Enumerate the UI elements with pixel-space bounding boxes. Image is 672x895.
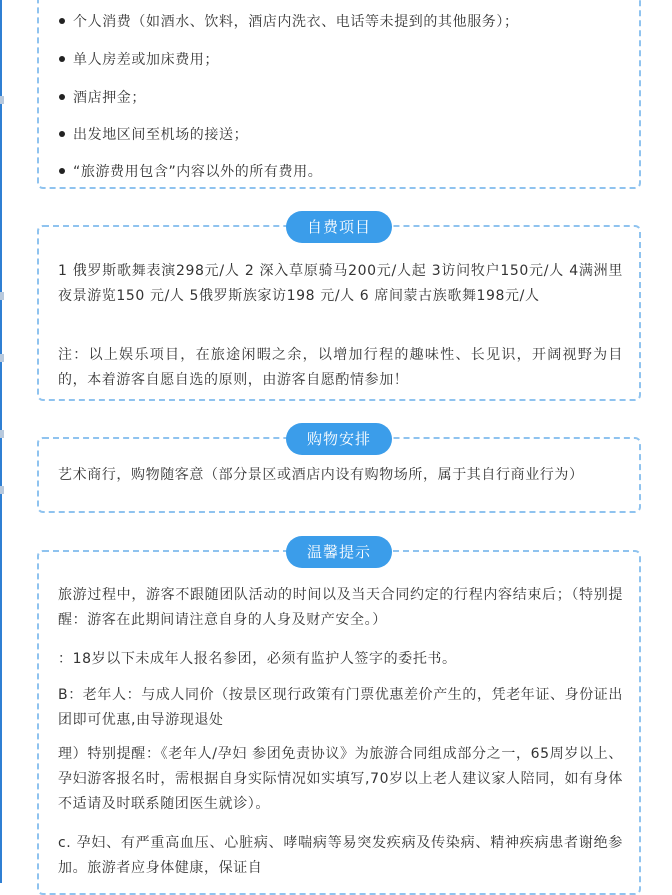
tips-paragraph: 理）特别提醒：《老年人/孕妇 参团免责协议》为旅游合同组成部分之一，65周岁以上、孕妇游客报名时，需根据自身实际情况如实填写,70岁以上老人建议家人陪同，如有身体不适请及时联系随团医生就诊）。 — [58, 746, 623, 812]
page-edge-mark — [0, 96, 4, 104]
bullet-icon — [59, 56, 65, 62]
list-item: 个人消费（如酒水、饮料，酒店内洗衣、电话等未提到的其他服务）； — [59, 12, 519, 32]
tips-paragraph: B：老年人：与成人同价（按景区现行政策有门票优惠差价产生的，凭老年证、身份证出团即可优惠,由导游现退处 — [58, 687, 624, 728]
list-item: “旅游费用包含”内容以外的所有费用。 — [59, 162, 322, 182]
bullet-icon — [59, 131, 65, 137]
bullet-icon — [59, 168, 65, 174]
tips-paragraph: ：18岁以下未成年人报名参团，必须有监护人签字的委托书。 — [58, 651, 457, 667]
tips-box — [37, 543, 641, 895]
section-title-tips: 温馨提示 — [286, 536, 392, 568]
page-edge-mark — [0, 354, 4, 362]
section-title-shopping: 购物安排 — [286, 423, 392, 455]
shopping-box — [37, 430, 641, 513]
page-edge-mark — [0, 292, 4, 300]
page-edge-mark — [0, 486, 4, 494]
optional-note: 注：以上娱乐项目，在旅途闲暇之余，以增加行程的趣味性、长见识，开阔视野为目的，本着游客自愿自选的原则，由游客自愿酌情参加！ — [58, 347, 623, 388]
exclusions-box — [37, 0, 641, 189]
list-item: 单人房差或加床费用； — [59, 50, 219, 70]
optional-items-box — [37, 218, 641, 401]
page-edge-mark — [0, 430, 4, 438]
page-edge-line — [0, 0, 2, 883]
shopping-text: 艺术商行，购物随客意（部分景区或酒店内设有购物场所，属于其自行商业行为） — [58, 467, 584, 483]
list-item: 酒店押金； — [59, 88, 146, 108]
optional-items-text: 1 俄罗斯歌舞表演298元/人 2 深入草原骑马200元/人起 3访问牧户150元/人 4满洲里夜景游览150 元/人 5俄罗斯族家访198 元/人 6 席间蒙古族歌舞198元/人 — [58, 263, 623, 304]
section-title-optional: 自费项目 — [286, 211, 392, 243]
bullet-icon — [59, 94, 65, 100]
tips-paragraph: 旅游过程中，游客不跟随团队活动的时间以及当天合同约定的行程内容结束后；（特别提醒：游客在此期间请注意自身的人身及财产安全。） — [58, 587, 623, 628]
bullet-icon — [59, 18, 65, 24]
list-item: 出发地区间至机场的接送； — [59, 125, 248, 145]
tips-paragraph: c. 孕妇、有严重高血压、心脏病、哮喘病等易突发疾病及传染病、精神疾病患者谢绝参加。旅游者应身体健康，保证自 — [58, 835, 623, 876]
